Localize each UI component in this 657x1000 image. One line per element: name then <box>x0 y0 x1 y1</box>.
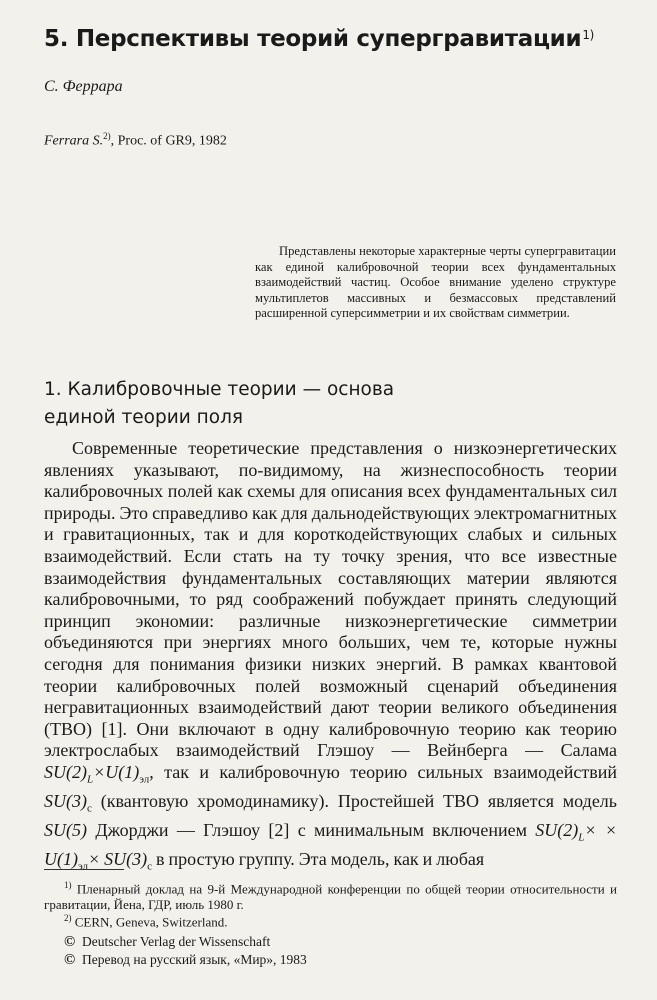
math-su2-b: SU(2) <box>535 820 579 841</box>
body-text-part3: (квантовую хромодинамику). Простейшей ТВО является модель <box>100 791 617 812</box>
math-su2-sub: L <box>87 773 94 786</box>
math-u1-b-sub: эл <box>78 861 89 874</box>
math-u1: ×U(1) <box>93 761 140 782</box>
copyright-icon: © <box>64 952 76 968</box>
footnote-divider <box>44 869 124 870</box>
copyright-icon: © <box>64 934 76 950</box>
copyright-line2: Перевод на русский язык, «Мир», 1983 <box>82 952 307 967</box>
math-su3-b: × SU(3) <box>88 849 148 870</box>
math-su3-sub: c <box>87 802 92 815</box>
body-text-part2: , так и калибровочную теорию сильных взаимодействий <box>149 761 617 782</box>
section-heading-line1: 1. Калибровочные теории — основа <box>44 379 395 400</box>
footnote-1-mark: 1) <box>64 880 72 890</box>
math-u1-b: × × U(1) <box>44 820 618 870</box>
reference-authors: Ferrara S. <box>44 133 104 149</box>
abstract: Представлены некоторые характерные черты супергравитации как единой калибровочной теории всех фундаментальных взаимодействий частиц. Особое внимание уделено структуре мультиплетов массивных и безмассовых представлений расширенной суперсимметрии и их свойствам симметрии. <box>255 244 616 321</box>
footnote-2 <box>64 910 227 930</box>
copyright-translation <box>64 952 307 969</box>
source-reference <box>44 131 227 150</box>
math-su3-b-sub: c <box>147 861 153 874</box>
footnote-1-text: Пленарный доклад на 9-й Международной конференции по общей теории относительности и гравитации, Йена, ГДР, июль 1980 г. <box>44 881 617 913</box>
body-text-part4: Джорджи — Глэшоу [2] с минимальным включением <box>95 820 527 841</box>
math-su2-b-sub: L <box>578 831 585 844</box>
reference-source: , Proc. of GR9, 1982 <box>110 133 227 149</box>
body-text-part5: в простую группу. Эта модель, как и любая <box>156 849 485 870</box>
copyright-original <box>64 934 270 951</box>
copyright-line1: Deutscher Verlag der Wissenschaft <box>82 934 271 949</box>
math-su3: SU(3) <box>44 791 87 812</box>
chapter-title-text: 5. Перспективы теорий супергравитации <box>44 26 582 52</box>
footnote-2-text: CERN, Geneva, Switzerland. <box>74 914 228 930</box>
math-su2: SU(2) <box>44 761 87 782</box>
chapter-title <box>44 26 594 52</box>
author-name: С. Феррара <box>44 78 123 95</box>
body-paragraph <box>44 438 617 879</box>
reference-footnote-mark[interactable]: 2) <box>103 131 111 141</box>
section-heading-line2: единой теории поля <box>44 407 244 428</box>
math-u1-sub: эл <box>139 773 150 786</box>
chapter-footnote-mark[interactable]: 1) <box>582 28 595 42</box>
footnote-1 <box>44 877 617 913</box>
section-heading <box>44 376 444 432</box>
body-text-part1: Современные теоретические представления о низкоэнергетических явлениях указывают, по-видимому, на жизнеспособность теории калибровочных полей как схемы для описания всех фундаментальных сил природы. Это справедливо как для дальнодействующих электромагнитных и гравитационных, так и для короткодействующих слабых и сильных взаимодействий. Если стать на ту точку зрения, что все известные взаимодействия фундаментальных составляющих материи являются калибровочными, то ряд соображений побуждает принять следующий принцип экономии: различные низкоэнергетические симметрии объединяются при энергиях много больших, чем те, которые нужны сегодня для понимания физики низких энергий. В рамках квантовой теории калибровочных полей возможный сценарий объединения негравитационных взаимодействий дают теории великого объединения (ТВО) [1]. Они включают в одну калибровочную теорию как теорию электрослабых взаимодействий Глэшоу — Вейнберга — Салама <box>44 438 617 761</box>
math-su5: SU(5) <box>44 820 87 841</box>
footnote-2-mark: 2) <box>64 913 72 923</box>
